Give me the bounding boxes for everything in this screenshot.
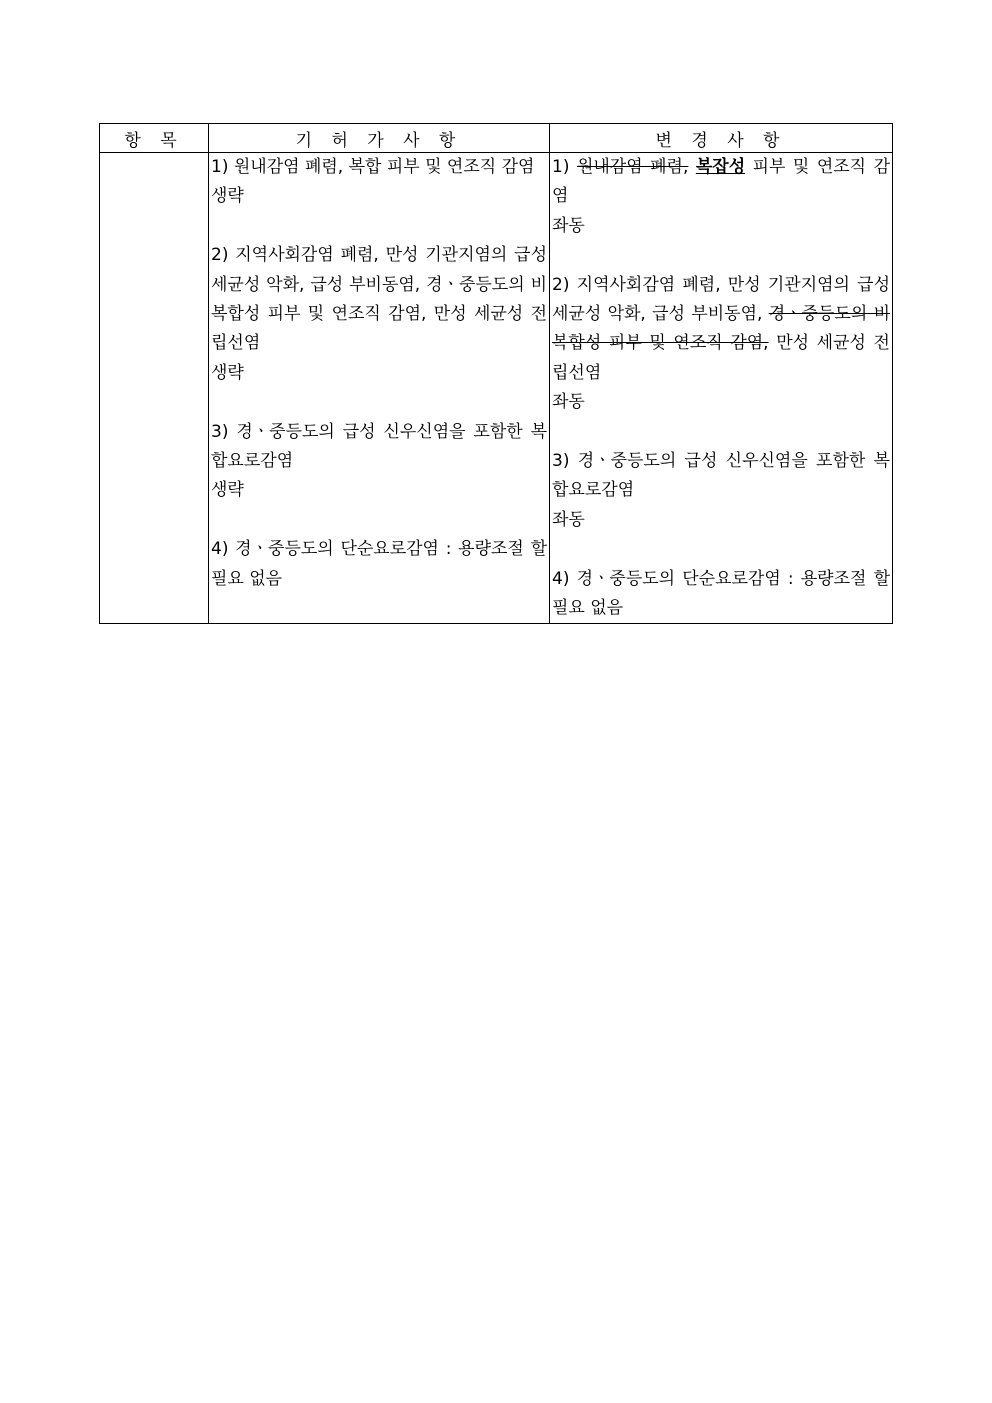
- original-item-4: 4) 경ㆍ중등도의 단순요로감염 : 용량조절 할 필요 없음: [211, 539, 547, 589]
- header-change: 변 경 사 항: [550, 124, 893, 153]
- comparison-table: [99, 123, 893, 624]
- inserted-text: 복잡성: [695, 157, 746, 177]
- change-item-1: [550, 153, 892, 212]
- change-item-2: [550, 271, 892, 389]
- table-row: [100, 153, 893, 624]
- header-item: 항 목: [100, 124, 209, 153]
- spacer: [209, 388, 549, 417]
- change-item-4: 4) 경ㆍ중등도의 단순요로감염 : 용량조절 할 필요 없음: [552, 568, 890, 619]
- change-item-3-note: 좌동: [552, 509, 585, 530]
- change-item-2-prefix: 2) 지역사회감염 폐렴, 만성 기관지염의 급성 세균성 악화, 급성 부비동염,: [552, 274, 890, 325]
- spacer: [550, 241, 892, 270]
- header-original: 기 허 가 사 항: [209, 124, 550, 153]
- change-item-1-prefix: 1): [552, 157, 577, 177]
- spacer: [209, 506, 549, 535]
- original-item-2: 2) 지역사회감염 폐렴, 만성 기관지염의 급성 세균성 악화, 급성 부비동염, 경ㆍ중등도의 비복합성 피부 및 연조직 감염, 만성 세균성 전립선염: [211, 245, 547, 354]
- original-item-3: 3) 경ㆍ중등도의 급성 신우신염을 포함한 복합요로감염: [211, 421, 547, 472]
- original-item-3-note: 생략: [211, 480, 244, 501]
- original-item-1-note: 생략: [211, 186, 244, 207]
- deleted-text: 원내감염 폐렴,: [576, 157, 689, 177]
- change-item-2-rest: 만성 세균성 전립선염: [552, 333, 890, 383]
- spacer: [550, 418, 892, 447]
- change-item-3: 3) 경ㆍ중등도의 급성 신우신염을 포함한 복합요로감염: [552, 451, 890, 501]
- change-item-1-note: 좌동: [552, 215, 585, 236]
- original-cell: [209, 153, 550, 624]
- change-item-1-rest: 피부 및 연조직 감염: [552, 157, 890, 207]
- deleted-text: 경ㆍ중등도의 비복합성 피부 및 연조직 감염,: [552, 304, 890, 354]
- item-cell: [100, 153, 209, 624]
- spacer: [550, 535, 892, 564]
- original-item-1: 1) 원내감염 폐렴, 복합 피부 및 연조직 감염: [211, 157, 535, 177]
- header-row: [100, 124, 893, 153]
- change-item-2-note: 좌동: [552, 392, 585, 413]
- spacer: [209, 212, 549, 241]
- original-item-2-note: 생략: [211, 362, 244, 383]
- change-cell: [550, 153, 893, 624]
